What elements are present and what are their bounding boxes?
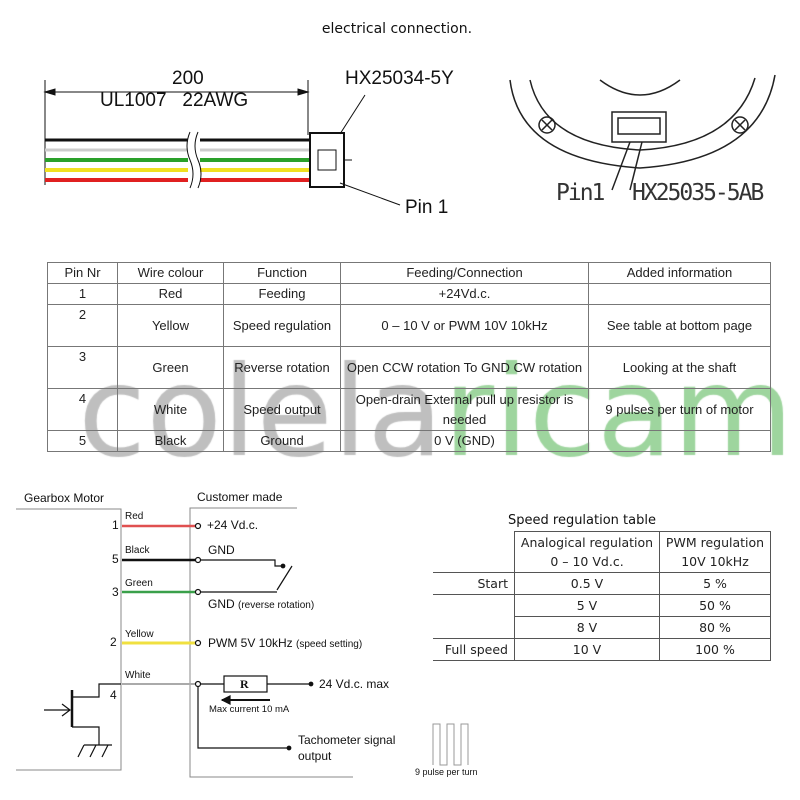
cell: Start — [433, 573, 515, 595]
cell: 80 % — [660, 617, 771, 639]
header-line: Analogical regulation — [520, 535, 654, 550]
customer-made-title: Customer made — [197, 490, 283, 504]
wire-label: Yellow — [125, 629, 154, 640]
cable-length: 200 — [172, 68, 204, 89]
table-row — [48, 431, 771, 452]
wire-target-text: GND — [208, 597, 235, 611]
cell: 3 — [48, 347, 118, 389]
cell: Green — [118, 347, 224, 389]
cell: Black — [118, 431, 224, 452]
header-cell: Function — [224, 263, 341, 284]
tacho-label: Tachometer signal — [298, 733, 396, 747]
wire-target-note: (speed setting) — [296, 639, 363, 650]
table-row — [48, 284, 771, 305]
table-row — [48, 347, 771, 389]
header-line: 10V 10kHz — [681, 554, 749, 569]
cell — [589, 284, 771, 305]
wire-target-note: (reverse rotation) — [238, 600, 315, 611]
table-row — [433, 573, 771, 595]
wire-target — [208, 636, 362, 650]
resistor-label: R — [240, 677, 249, 691]
pin-number: 2 — [110, 635, 117, 649]
wire-target: 24 Vd.c. max — [319, 677, 390, 691]
cell: 5 — [48, 431, 118, 452]
header-cell — [660, 532, 771, 573]
cable-pin1-label: Pin 1 — [405, 197, 449, 218]
header-cell: Feeding/Connection — [341, 263, 589, 284]
cell — [433, 595, 515, 617]
cell: Open CCW rotation To GND CW rotation — [341, 347, 589, 389]
cell — [589, 431, 771, 452]
pulse-waveform — [433, 724, 468, 765]
cell: 10 V — [515, 639, 660, 661]
wire-target: GND — [208, 543, 235, 557]
speed-regulation-table — [433, 531, 771, 661]
wire-label: White — [125, 670, 151, 681]
wire-target-text: PWM 5V 10kHz — [208, 636, 293, 650]
empty-cell — [433, 532, 515, 573]
cell: 0 – 10 V or PWM 10V 10kHz — [341, 305, 589, 347]
cell: See table at bottom page — [589, 305, 771, 347]
wire-label: Red — [125, 511, 144, 522]
cell: Open-drain External pull up resistor is needed — [341, 389, 589, 431]
speed-table-title: Speed regulation table — [508, 513, 656, 528]
cable-connector-label: HX25034-5Y — [345, 68, 454, 89]
pin-number: 3 — [112, 585, 119, 599]
table-row — [48, 305, 771, 347]
table-row — [48, 389, 771, 431]
section-title: electrical connection. — [321, 21, 473, 37]
header-cell: Pin Nr — [48, 263, 118, 284]
header-line: 0 – 10 Vd.c. — [550, 554, 624, 569]
cell: Reverse rotation — [224, 347, 341, 389]
table-row — [433, 617, 771, 639]
tacho-label: output — [298, 749, 332, 763]
pin-number: 5 — [112, 552, 119, 566]
cell — [433, 617, 515, 639]
header-cell: Added information — [589, 263, 771, 284]
table-header-row — [433, 532, 771, 573]
cell: White — [118, 389, 224, 431]
wire-target — [208, 597, 314, 611]
wire-target: +24 Vd.c. — [207, 518, 259, 532]
motor-housing-drawing — [510, 75, 775, 190]
table-header-row — [48, 263, 771, 284]
cell: 100 % — [660, 639, 771, 661]
cell: +24Vd.c. — [341, 284, 589, 305]
cable-spec: UL1007 22AWG — [100, 90, 249, 111]
cell: 4 — [48, 389, 118, 431]
cell: 0 V (GND) — [341, 431, 589, 452]
cell: 2 — [48, 305, 118, 347]
header-line: PWM regulation — [665, 535, 765, 550]
wire-label: Green — [125, 578, 153, 589]
motor-pin1-label: Pin1 — [556, 180, 604, 206]
table-row — [433, 639, 771, 661]
cell: 50 % — [660, 595, 771, 617]
cell: Full speed — [433, 639, 515, 661]
pin-table — [47, 262, 771, 452]
cell: 9 pulses per turn of motor — [589, 389, 771, 431]
header-cell: Wire colour — [118, 263, 224, 284]
cell: Speed output — [224, 389, 341, 431]
pulse-note: 9 pulse per turn — [415, 767, 478, 777]
header-cell — [515, 532, 660, 573]
cell: 5 % — [660, 573, 771, 595]
cell: Yellow — [118, 305, 224, 347]
current-note: Max current 10 mA — [209, 704, 290, 715]
motor-connector-label: HX25035-5AB — [632, 180, 763, 206]
cell: Speed regulation — [224, 305, 341, 347]
wire-label: Black — [125, 545, 150, 556]
cell: 5 V — [515, 595, 660, 617]
table-row — [433, 595, 771, 617]
gearbox-motor-title: Gearbox Motor — [24, 491, 105, 505]
cell: 0.5 V — [515, 573, 660, 595]
pin-number: 1 — [112, 518, 119, 532]
pin-number: 4 — [110, 688, 117, 702]
cell: Feeding — [224, 284, 341, 305]
cell: Looking at the shaft — [589, 347, 771, 389]
cell: 8 V — [515, 617, 660, 639]
cell: Red — [118, 284, 224, 305]
cell: Ground — [224, 431, 341, 452]
cell: 1 — [48, 284, 118, 305]
